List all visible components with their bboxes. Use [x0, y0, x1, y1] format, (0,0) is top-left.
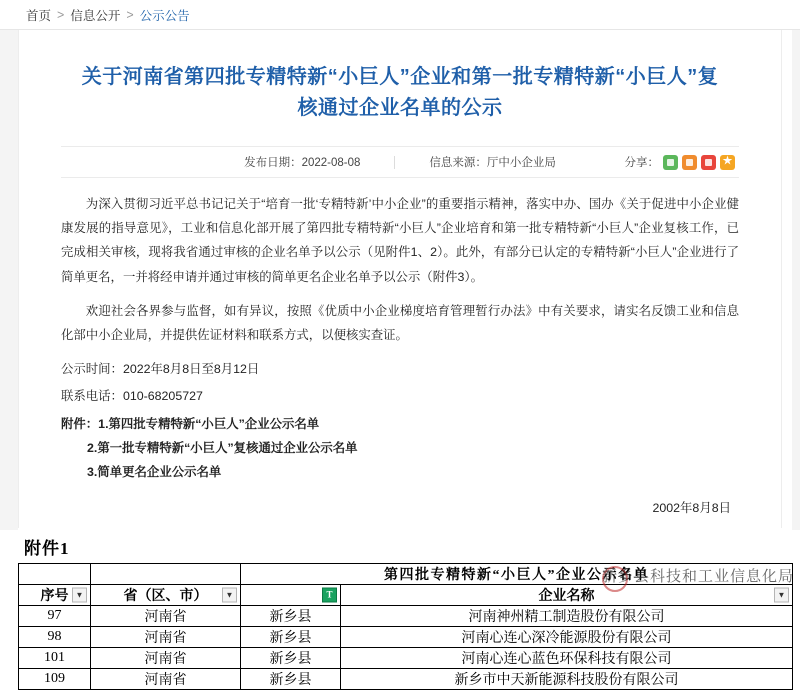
meta-divider [394, 156, 395, 169]
cell-province: 河南省 [91, 648, 241, 669]
list-item[interactable]: 2.第一批专精特新“小巨人”复核通过企业公示名单 [87, 440, 358, 455]
article-plain-lines [61, 357, 739, 408]
cell-county: 新乡县 [241, 606, 341, 627]
table-row[interactable] [19, 648, 793, 669]
table-row[interactable] [19, 606, 793, 627]
column-header-company-label: 企业名称 [538, 589, 595, 605]
breadcrumb-separator-2: > [126, 7, 134, 22]
cell-county: 新乡县 [241, 669, 341, 690]
weibo-icon[interactable] [682, 155, 697, 170]
table-row[interactable] [19, 669, 793, 690]
attachment-label: 附件1 [0, 530, 800, 563]
attachment-list [61, 412, 739, 485]
list-item[interactable]: 附件：1.第四批专精特新“小巨人”企业公示名单 [61, 416, 320, 431]
favorite-star-icon[interactable] [720, 155, 735, 170]
publish-date: 发布日期：2022-08-08 [244, 157, 361, 169]
share-group [625, 154, 736, 170]
column-header-company[interactable] [341, 585, 793, 606]
cell-index: 109 [19, 669, 91, 690]
table-row[interactable] [19, 627, 793, 648]
cell-index: 97 [19, 606, 91, 627]
breadcrumb-current: 公示公告 [139, 8, 190, 23]
breadcrumb [0, 0, 800, 30]
info-source: 信息来源：厅中小企业局 [429, 157, 556, 169]
blank-cell [19, 564, 91, 585]
cell-company: 河南心连心深冷能源股份有限公司 [341, 627, 793, 648]
filter-active-icon[interactable]: T [322, 588, 337, 603]
breadcrumb-home[interactable]: 首页 [26, 8, 52, 23]
breadcrumb-section[interactable]: 信息公开 [70, 8, 121, 23]
article-meta-bar [61, 146, 739, 178]
column-header-county[interactable] [241, 585, 341, 606]
table-header-row [19, 585, 793, 606]
qzone-icon[interactable] [701, 155, 716, 170]
wechat-icon[interactable] [663, 155, 678, 170]
share-label: 分享： [624, 157, 659, 169]
column-header-province-label: 省（区、市） [123, 589, 208, 605]
column-header-province[interactable] [91, 585, 241, 606]
page-gutter-right [792, 30, 800, 600]
cell-county: 新乡县 [241, 627, 341, 648]
filter-dropdown-icon[interactable]: ▼ [72, 588, 87, 603]
filter-dropdown-icon[interactable]: ▼ [222, 588, 237, 603]
blank-cell [91, 564, 241, 585]
column-header-index[interactable] [19, 585, 91, 606]
filter-dropdown-icon[interactable]: ▼ [774, 588, 789, 603]
article-paragraph: 欢迎社会各界参与监督，如有异议，按照《优质中小企业梯度培育管理暂行办法》中有关要求，请实名反馈工业和信息化部中小企业局，并提供佐证材料和联系方式，以便核实查证。 [61, 303, 739, 342]
breadcrumb-separator-1: > [57, 7, 65, 22]
cell-province: 河南省 [91, 627, 241, 648]
article-paragraph: 为深入贯彻习近平总书记记关于“培育一批‘专精特新’中小企业”的重要指示精神，落实中办、国办《关于促进中小企业健康发展的指导意见》，工业和信息化部开展了第四批专精特新“小巨人”企业培育和第一批专精特新“小巨人”企业复核工作，已完成相关审核，现将我省通过审核的企业名单予以公示（见附件1、2）。此外，有部分已认定的专精特新“小巨人”企业进行了简单更名，一并将经申请并通过审核的简单更名企业名单予以公示（附件3）。 [61, 197, 739, 284]
cell-company: 新乡市中天新能源科技股份有限公司 [341, 669, 793, 690]
cell-province: 河南省 [91, 606, 241, 627]
cell-county: 新乡县 [241, 648, 341, 669]
public-period: 公示时间：2022年8月8日至8月12日 [61, 362, 260, 377]
table-title: 第四批专精特新“小巨人”企业公示名单 [241, 564, 793, 585]
page-title: 关于河南省第四批专精特新“小巨人”企业和第一批专精特新“小巨人”复核通过企业名单的公示 [81, 66, 719, 119]
column-header-index-label: 序号 [40, 589, 69, 605]
cell-index: 101 [19, 648, 91, 669]
page-gutter-left [0, 30, 18, 600]
cell-province: 河南省 [91, 669, 241, 690]
watermark-text: 新乡县科技和工业信息化局 [601, 568, 794, 585]
cell-company: 河南神州精工制造股份有限公司 [341, 606, 793, 627]
cell-index: 98 [19, 627, 91, 648]
article-body [61, 192, 739, 484]
signature-date: 2002年8月8日 [652, 501, 731, 516]
contact-phone: 联系电话：010-68205727 [61, 389, 203, 404]
attachment-sheet [0, 530, 800, 690]
cell-company: 河南心连心蓝色环保科技有限公司 [341, 648, 793, 669]
list-item[interactable]: 3.简单更名企业公示名单 [87, 464, 222, 479]
article-card [18, 30, 782, 528]
